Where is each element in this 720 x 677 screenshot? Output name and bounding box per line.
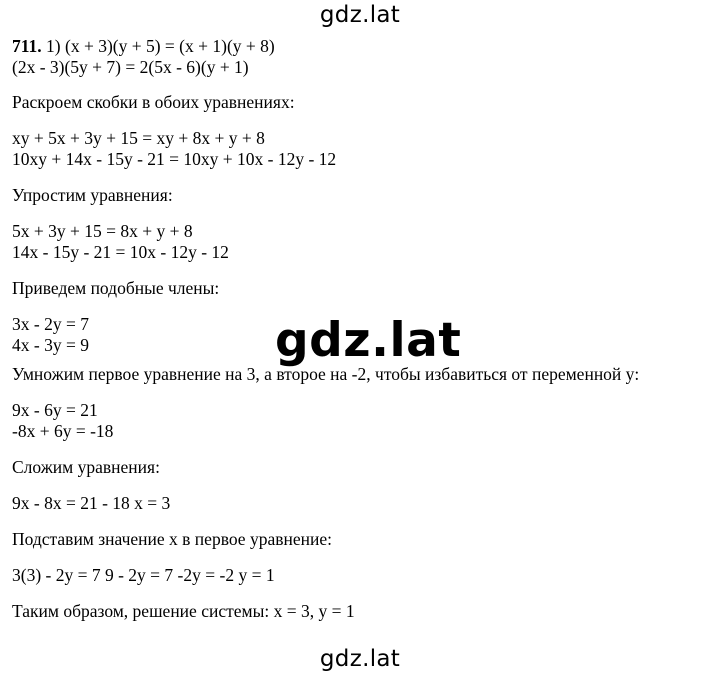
step-simplify-label: Упростим уравнения: [12,185,173,205]
step-add-equations [12,493,712,514]
step-expand-equations [12,128,712,170]
watermark-top: gdz.lat [319,2,401,28]
equation-line: 3x - 2y = 7 [12,314,89,334]
step-substitute [12,529,712,550]
equation-line: 3(3) - 2y = 7 9 - 2y = 7 -2y = -2 y = 1 [12,565,275,585]
step-add-label: Сложим уравнения: [12,457,160,477]
equation-line: 14x - 15y - 21 = 10x - 12y - 12 [12,242,229,262]
step-multiply-label: Умножим первое уравнение на 3, а второе на -2, чтобы избавиться от переменной y: [12,364,640,384]
step-multiply-equations [12,400,712,442]
step-simplify [12,185,712,206]
watermark-center: gdz.lat [275,313,462,368]
step-like-terms [12,278,712,299]
step-substitute-equations [12,565,712,586]
step-like-terms-label: Приведем подобные члены: [12,278,220,298]
step-add [12,457,712,478]
equation-line: xy + 5x + 3y + 15 = xy + 8x + y + 8 [12,128,265,148]
equation-line: 9x - 6y = 21 [12,400,98,420]
task-number: 711. [12,36,42,56]
task-equation-2: (2x - 3)(5y + 7) = 2(5x - 6)(y + 1) [12,57,249,77]
equation-line: 5x + 3y + 15 = 8x + y + 8 [12,221,193,241]
step-simplify-equations [12,221,712,263]
step-expand-label: Раскроем скобки в обоих уравнениях: [12,92,295,112]
equation-line: 4x - 3y = 9 [12,335,89,355]
equation-line: -8x + 6y = -18 [12,421,114,441]
conclusion-text: Таким образом, решение системы: x = 3, y = 1 [12,601,355,621]
conclusion [12,601,712,622]
task-header [12,36,712,78]
step-substitute-label: Подставим значение x в первое уравнение: [12,529,332,549]
watermark-bottom: gdz.lat [319,646,401,672]
step-expand [12,92,712,113]
equation-line: 10xy + 14x - 15y - 21 = 10xy + 10x - 12y - 12 [12,149,337,169]
task-equation-1: 1) (x + 3)(y + 5) = (x + 1)(y + 8) [41,36,275,56]
equation-line: 9x - 8x = 21 - 18 x = 3 [12,493,171,513]
task-header-line-1 [12,36,712,57]
